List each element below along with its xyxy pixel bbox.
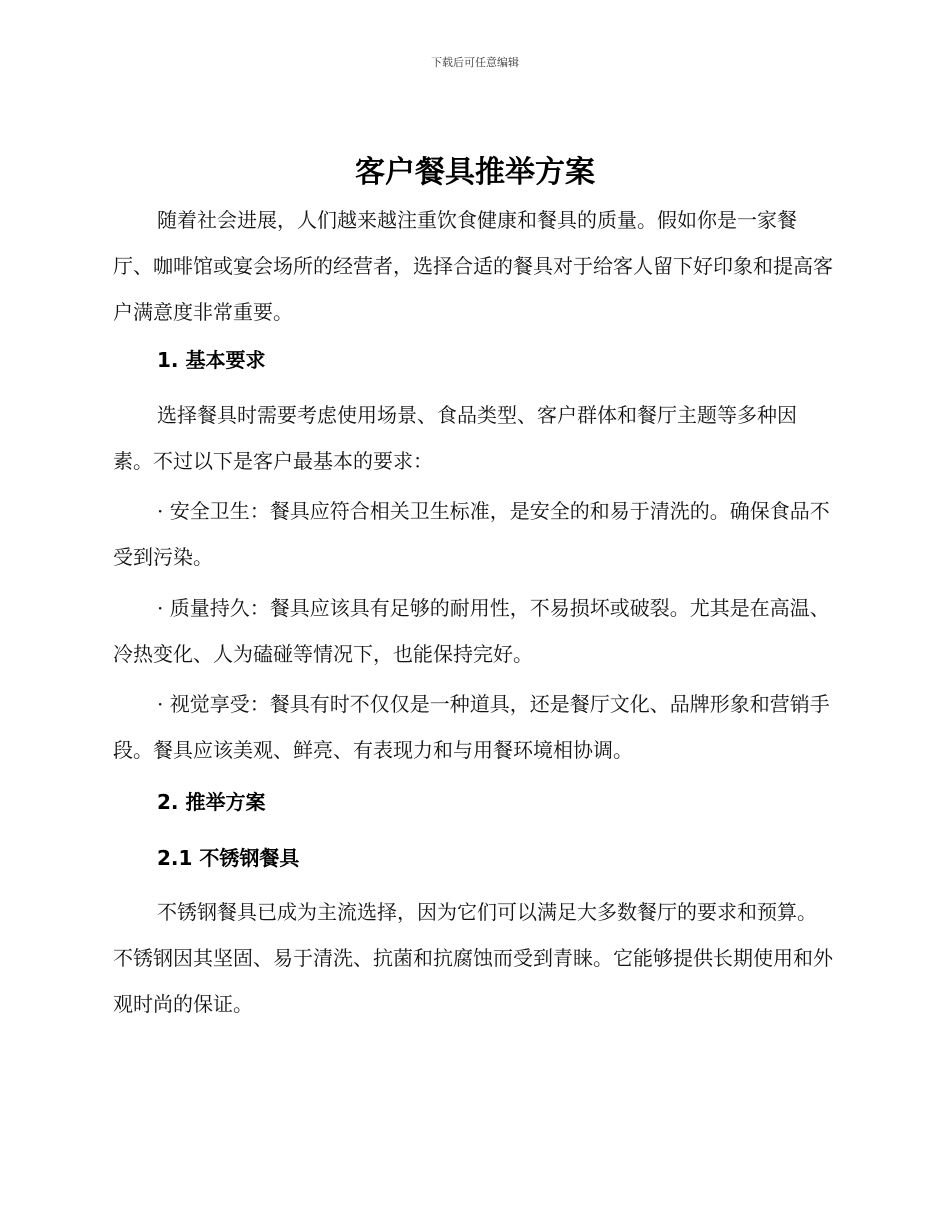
document-title: 客户餐具推举方案: [355, 155, 595, 190]
bullet-safety-hygiene: · 安全卫生：餐具应符合相关卫生标准，是安全的和易于清洗的。确保食品不受到污染。: [113, 499, 830, 569]
subsection-heading-stainless-steel: 2.1 不锈钢餐具: [157, 846, 300, 870]
bullet-durability: · 质量持久：餐具应该具有足够的耐用性，不易损坏或破裂。尤其是在高温、冷热变化、人为磕碰等情况下，也能保持完好。: [113, 596, 830, 666]
section-heading-recommendations: 2. 推举方案: [157, 790, 266, 814]
bullet-visual-enjoyment: · 视觉享受：餐具有时不仅仅是一种道具，还是餐厅文化、品牌形象和营销手段。餐具应该美观、鲜亮、有表现力和与用餐环境相协调。: [113, 692, 830, 762]
section21-paragraph: 不锈钢餐具已成为主流选择，因为它们可以满足大多数餐厅的要求和预算。不锈钢因其坚固、易于清洗、抗菌和抗腐蚀而受到青睐。它能够提供长期使用和外观时尚的保证。: [113, 900, 833, 1016]
section1-paragraph: 选择餐具时需要考虑使用场景、食品类型、客户群体和餐厅主题等多种因素。不过以下是客户最基本的要求：: [113, 403, 797, 473]
section-heading-basic-requirements: 1. 基本要求: [157, 348, 266, 372]
intro-paragraph: 随着社会进展，人们越来越注重饮食健康和餐具的质量。假如你是一家餐厅、咖啡馆或宴会场所的经营者，选择合适的餐具对于给客人留下好印象和提高客户满意度非常重要。: [113, 208, 833, 324]
page-header: 下载后可任意编辑: [431, 56, 519, 69]
